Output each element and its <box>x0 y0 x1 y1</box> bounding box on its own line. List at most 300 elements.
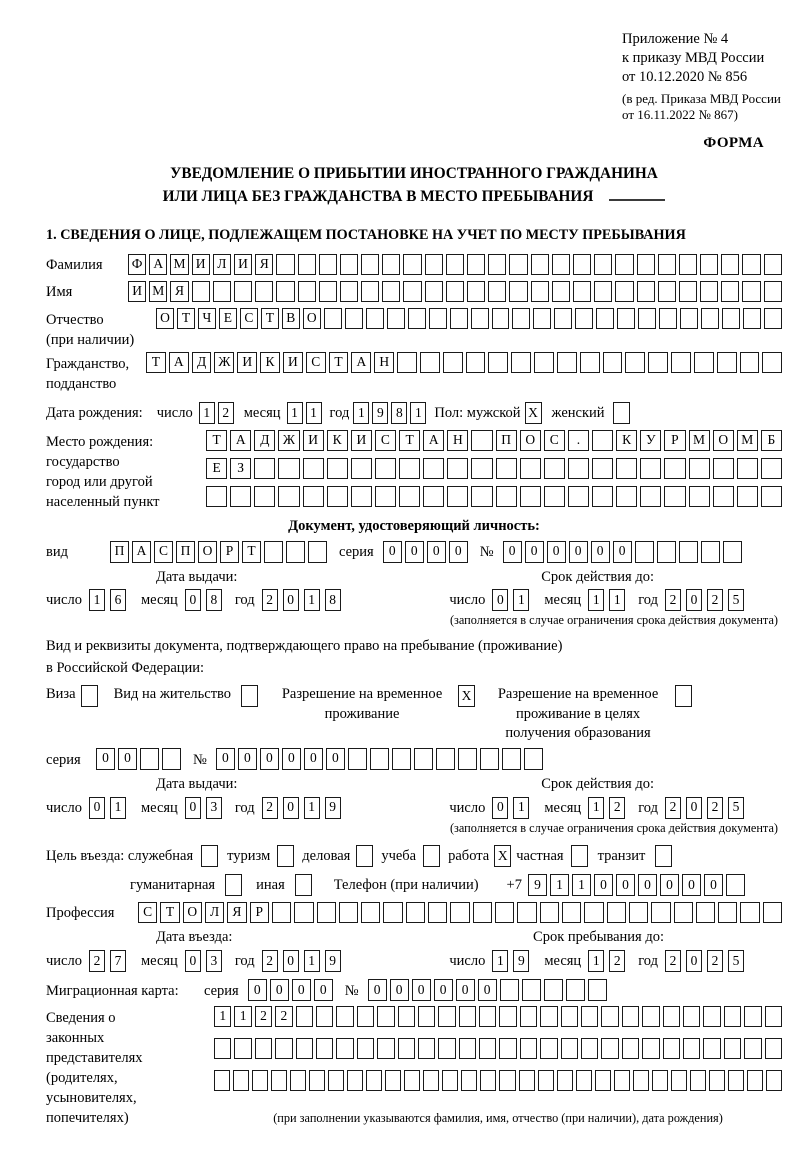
form-cell[interactable] <box>568 486 589 507</box>
form-cell[interactable] <box>663 1038 680 1059</box>
form-cell[interactable]: 1 <box>550 874 569 896</box>
form-cell[interactable] <box>519 1070 535 1091</box>
form-cell[interactable]: 1 <box>492 950 508 972</box>
form-cell[interactable]: 1 <box>410 402 426 424</box>
form-cell[interactable] <box>414 748 433 770</box>
form-cell[interactable]: 1 <box>353 402 369 424</box>
form-cell[interactable] <box>295 874 312 896</box>
form-cell[interactable]: 9 <box>325 950 341 972</box>
form-cell[interactable]: О <box>156 308 174 329</box>
form-cell[interactable]: П <box>496 430 517 451</box>
form-cell[interactable] <box>765 1006 782 1027</box>
form-cell[interactable]: 2 <box>707 797 723 819</box>
form-cell[interactable] <box>192 281 210 302</box>
form-cell[interactable] <box>298 254 316 275</box>
form-cell[interactable] <box>544 458 565 479</box>
form-cell[interactable] <box>418 1006 435 1027</box>
form-cell[interactable]: А <box>149 254 167 275</box>
form-cell[interactable]: С <box>154 541 173 563</box>
form-cell[interactable] <box>443 352 463 373</box>
form-cell[interactable] <box>308 541 327 563</box>
form-cell[interactable] <box>765 1038 782 1059</box>
form-cell[interactable]: Ж <box>278 430 299 451</box>
form-cell[interactable]: 0 <box>96 748 115 770</box>
form-cell[interactable] <box>679 254 697 275</box>
form-cell[interactable] <box>361 254 379 275</box>
form-cell[interactable]: 0 <box>686 797 702 819</box>
form-cell[interactable]: 0 <box>569 541 588 563</box>
form-cell[interactable] <box>629 902 648 923</box>
form-cell[interactable] <box>637 281 655 302</box>
form-cell[interactable] <box>276 281 294 302</box>
form-cell[interactable] <box>573 281 591 302</box>
form-cell[interactable]: С <box>306 352 326 373</box>
form-cell[interactable]: 5 <box>728 589 744 611</box>
form-cell[interactable]: А <box>230 430 251 451</box>
form-cell[interactable]: 0 <box>456 979 475 1001</box>
form-cell[interactable] <box>601 1006 618 1027</box>
form-cell[interactable]: О <box>198 541 217 563</box>
form-cell[interactable]: 0 <box>118 748 137 770</box>
form-cell[interactable]: 0 <box>492 589 508 611</box>
form-cell[interactable] <box>601 1038 618 1059</box>
form-cell[interactable] <box>762 352 782 373</box>
form-cell[interactable] <box>408 308 426 329</box>
form-cell[interactable]: 2 <box>665 589 681 611</box>
form-cell[interactable]: С <box>375 430 396 451</box>
form-cell[interactable] <box>701 541 720 563</box>
form-cell[interactable] <box>425 254 443 275</box>
form-cell[interactable]: 0 <box>390 979 409 1001</box>
form-cell[interactable]: 2 <box>609 797 625 819</box>
form-cell[interactable] <box>658 281 676 302</box>
form-cell[interactable]: 9 <box>528 874 547 896</box>
form-cell[interactable]: 0 <box>660 874 679 896</box>
form-cell[interactable]: 1 <box>572 874 591 896</box>
form-cell[interactable]: П <box>110 541 129 563</box>
form-cell[interactable]: 0 <box>314 979 333 1001</box>
form-cell[interactable]: 0 <box>478 979 497 1001</box>
form-cell[interactable] <box>557 352 577 373</box>
form-cell[interactable] <box>721 281 739 302</box>
form-cell[interactable] <box>571 845 588 867</box>
form-cell[interactable] <box>458 748 477 770</box>
form-cell[interactable]: 0 <box>503 541 522 563</box>
form-cell[interactable] <box>201 845 218 867</box>
form-cell[interactable] <box>357 1038 374 1059</box>
form-cell[interactable] <box>562 902 581 923</box>
form-cell[interactable] <box>625 352 645 373</box>
form-cell[interactable]: 2 <box>707 589 723 611</box>
form-cell[interactable] <box>700 254 718 275</box>
form-cell[interactable] <box>446 281 464 302</box>
form-cell[interactable] <box>703 1006 720 1027</box>
form-cell[interactable] <box>264 541 283 563</box>
form-cell[interactable] <box>447 486 468 507</box>
form-cell[interactable]: Т <box>146 352 166 373</box>
form-cell[interactable] <box>658 254 676 275</box>
form-cell[interactable] <box>580 352 600 373</box>
form-cell[interactable] <box>737 486 758 507</box>
form-cell[interactable]: 0 <box>216 748 235 770</box>
form-cell[interactable] <box>423 845 440 867</box>
form-cell[interactable] <box>592 486 613 507</box>
form-cell[interactable]: 0 <box>427 541 446 563</box>
form-cell[interactable] <box>568 458 589 479</box>
form-cell[interactable]: 0 <box>185 797 201 819</box>
form-cell[interactable] <box>664 486 685 507</box>
form-cell[interactable] <box>428 902 447 923</box>
form-cell[interactable]: 1 <box>304 797 320 819</box>
form-cell[interactable]: 6 <box>110 589 126 611</box>
form-cell[interactable] <box>540 1006 557 1027</box>
form-cell[interactable] <box>450 308 468 329</box>
form-cell[interactable]: 0 <box>492 797 508 819</box>
form-cell[interactable] <box>552 254 570 275</box>
form-cell[interactable]: Н <box>374 352 394 373</box>
form-cell[interactable]: 1 <box>199 402 215 424</box>
form-cell[interactable]: 0 <box>283 950 299 972</box>
form-cell[interactable] <box>277 845 294 867</box>
form-cell[interactable] <box>241 685 258 707</box>
form-cell[interactable] <box>467 281 485 302</box>
form-cell[interactable]: 0 <box>525 541 544 563</box>
form-cell[interactable] <box>588 979 607 1001</box>
form-cell[interactable] <box>356 845 373 867</box>
form-cell[interactable] <box>622 1006 639 1027</box>
form-cell[interactable]: С <box>240 308 258 329</box>
form-cell[interactable] <box>584 902 603 923</box>
form-cell[interactable]: 7 <box>110 950 126 972</box>
form-cell[interactable] <box>744 1038 761 1059</box>
form-cell[interactable] <box>534 352 554 373</box>
form-cell[interactable] <box>638 308 656 329</box>
form-cell[interactable]: 0 <box>326 748 345 770</box>
form-cell[interactable]: О <box>713 430 734 451</box>
form-cell[interactable]: 0 <box>682 874 701 896</box>
form-cell[interactable] <box>544 486 565 507</box>
form-cell[interactable] <box>403 281 421 302</box>
form-cell[interactable]: 0 <box>304 748 323 770</box>
form-cell[interactable]: 1 <box>588 589 604 611</box>
form-cell[interactable]: Р <box>220 541 239 563</box>
form-cell[interactable]: 8 <box>206 589 222 611</box>
form-cell[interactable] <box>366 308 384 329</box>
form-cell[interactable]: 1 <box>588 950 604 972</box>
form-cell[interactable] <box>375 458 396 479</box>
form-cell[interactable] <box>398 1006 415 1027</box>
form-cell[interactable] <box>450 902 469 923</box>
form-cell[interactable]: 0 <box>283 589 299 611</box>
form-cell[interactable] <box>615 281 633 302</box>
form-cell[interactable] <box>531 281 549 302</box>
form-cell[interactable] <box>747 1070 763 1091</box>
form-cell[interactable] <box>319 281 337 302</box>
form-cell[interactable] <box>271 1070 287 1091</box>
form-cell[interactable] <box>718 902 737 923</box>
form-cell[interactable]: И <box>237 352 257 373</box>
form-cell[interactable] <box>272 902 291 923</box>
form-cell[interactable] <box>509 281 527 302</box>
form-cell[interactable]: Т <box>160 902 179 923</box>
form-cell[interactable] <box>278 486 299 507</box>
form-cell[interactable]: 2 <box>609 950 625 972</box>
form-cell[interactable] <box>420 352 440 373</box>
form-cell[interactable] <box>467 254 485 275</box>
form-cell[interactable] <box>406 902 425 923</box>
form-cell[interactable]: 5 <box>728 797 744 819</box>
form-cell[interactable]: 3 <box>206 950 222 972</box>
form-cell[interactable] <box>679 541 698 563</box>
form-cell[interactable]: 9 <box>325 797 341 819</box>
form-cell[interactable]: 0 <box>594 874 613 896</box>
form-cell[interactable]: 0 <box>260 748 279 770</box>
form-cell[interactable]: 5 <box>728 950 744 972</box>
form-cell[interactable] <box>418 1038 435 1059</box>
form-cell[interactable]: 1 <box>304 950 320 972</box>
form-cell[interactable]: И <box>234 254 252 275</box>
form-cell[interactable] <box>316 1006 333 1027</box>
form-cell[interactable] <box>552 281 570 302</box>
form-cell[interactable] <box>423 1070 439 1091</box>
form-cell[interactable] <box>348 748 367 770</box>
form-cell[interactable]: 0 <box>434 979 453 1001</box>
form-cell[interactable] <box>689 486 710 507</box>
form-cell[interactable] <box>648 352 668 373</box>
form-cell[interactable] <box>480 1070 496 1091</box>
form-cell[interactable] <box>233 1070 249 1091</box>
form-cell[interactable] <box>689 458 710 479</box>
form-cell[interactable]: О <box>520 430 541 451</box>
form-cell[interactable]: Я <box>255 254 273 275</box>
form-cell[interactable] <box>554 308 572 329</box>
form-cell[interactable] <box>635 541 654 563</box>
form-cell[interactable] <box>595 1070 611 1091</box>
form-cell[interactable] <box>471 486 492 507</box>
form-cell[interactable] <box>675 685 692 707</box>
form-cell[interactable]: 1 <box>588 797 604 819</box>
form-cell[interactable] <box>370 748 389 770</box>
form-cell[interactable] <box>399 458 420 479</box>
form-cell[interactable] <box>446 254 464 275</box>
form-cell[interactable] <box>603 352 623 373</box>
form-cell[interactable] <box>290 1070 306 1091</box>
form-cell[interactable]: 2 <box>665 797 681 819</box>
form-cell[interactable]: 1 <box>287 402 303 424</box>
form-cell[interactable]: М <box>170 254 188 275</box>
form-cell[interactable] <box>520 1038 537 1059</box>
form-cell[interactable]: О <box>303 308 321 329</box>
form-cell[interactable] <box>459 1038 476 1059</box>
form-cell[interactable] <box>442 1070 458 1091</box>
form-cell[interactable] <box>696 902 715 923</box>
form-cell[interactable] <box>581 1006 598 1027</box>
form-cell[interactable]: 1 <box>214 1006 231 1027</box>
form-cell[interactable] <box>309 1070 325 1091</box>
form-cell[interactable]: 0 <box>292 979 311 1001</box>
form-cell[interactable] <box>509 254 527 275</box>
form-cell[interactable] <box>479 1006 496 1027</box>
form-cell[interactable] <box>276 254 294 275</box>
form-cell[interactable] <box>561 1038 578 1059</box>
form-cell[interactable]: 2 <box>218 402 234 424</box>
form-cell[interactable]: 0 <box>547 541 566 563</box>
form-cell[interactable] <box>721 254 739 275</box>
form-cell[interactable] <box>700 281 718 302</box>
form-cell[interactable]: 0 <box>449 541 468 563</box>
form-cell[interactable] <box>742 281 760 302</box>
form-cell[interactable] <box>404 1070 420 1091</box>
form-cell[interactable] <box>640 458 661 479</box>
form-cell[interactable] <box>296 1038 313 1059</box>
form-cell[interactable] <box>499 1038 516 1059</box>
form-cell[interactable] <box>397 352 417 373</box>
form-cell[interactable] <box>377 1006 394 1027</box>
form-cell[interactable] <box>351 486 372 507</box>
form-cell[interactable] <box>234 281 252 302</box>
form-cell[interactable]: Т <box>399 430 420 451</box>
form-cell[interactable] <box>538 1070 554 1091</box>
form-cell[interactable]: 0 <box>89 797 105 819</box>
form-cell[interactable] <box>480 748 499 770</box>
form-cell[interactable]: X <box>458 685 475 707</box>
form-cell[interactable]: 0 <box>704 874 723 896</box>
form-cell[interactable]: Е <box>206 458 227 479</box>
form-cell[interactable] <box>492 308 510 329</box>
form-cell[interactable]: 1 <box>304 589 320 611</box>
form-cell[interactable] <box>640 486 661 507</box>
form-cell[interactable]: Р <box>664 430 685 451</box>
form-cell[interactable] <box>764 254 782 275</box>
form-cell[interactable] <box>213 281 231 302</box>
form-cell[interactable] <box>663 1006 680 1027</box>
form-cell[interactable] <box>471 458 492 479</box>
form-cell[interactable]: М <box>149 281 167 302</box>
form-cell[interactable] <box>615 254 633 275</box>
form-cell[interactable] <box>659 308 677 329</box>
form-cell[interactable]: Н <box>447 430 468 451</box>
form-cell[interactable] <box>637 254 655 275</box>
form-cell[interactable] <box>387 308 405 329</box>
form-cell[interactable] <box>294 902 313 923</box>
form-cell[interactable]: Б <box>761 430 782 451</box>
form-cell[interactable] <box>327 486 348 507</box>
form-cell[interactable] <box>766 1070 782 1091</box>
form-cell[interactable] <box>499 1070 515 1091</box>
form-cell[interactable] <box>438 1038 455 1059</box>
form-cell[interactable] <box>230 486 251 507</box>
form-cell[interactable]: 2 <box>665 950 681 972</box>
form-cell[interactable] <box>385 1070 401 1091</box>
form-cell[interactable]: 1 <box>89 589 105 611</box>
form-cell[interactable] <box>722 308 740 329</box>
form-cell[interactable] <box>540 1038 557 1059</box>
form-cell[interactable] <box>573 254 591 275</box>
form-cell[interactable]: С <box>544 430 565 451</box>
form-cell[interactable] <box>438 1006 455 1027</box>
form-cell[interactable]: 0 <box>185 589 201 611</box>
form-cell[interactable]: 0 <box>412 979 431 1001</box>
form-cell[interactable] <box>488 352 508 373</box>
form-cell[interactable] <box>742 254 760 275</box>
form-cell[interactable]: 0 <box>616 874 635 896</box>
form-cell[interactable] <box>361 902 380 923</box>
form-cell[interactable]: И <box>192 254 210 275</box>
form-cell[interactable] <box>520 1006 537 1027</box>
form-cell[interactable] <box>206 486 227 507</box>
form-cell[interactable]: 2 <box>262 589 278 611</box>
form-cell[interactable]: Д <box>254 430 275 451</box>
form-cell[interactable]: Л <box>205 902 224 923</box>
form-cell[interactable] <box>517 902 536 923</box>
form-cell[interactable] <box>740 352 760 373</box>
form-cell[interactable] <box>744 1006 761 1027</box>
form-cell[interactable] <box>339 902 358 923</box>
form-cell[interactable]: Я <box>170 281 188 302</box>
form-cell[interactable] <box>328 1070 344 1091</box>
form-cell[interactable]: 1 <box>513 797 529 819</box>
form-cell[interactable] <box>671 1070 687 1091</box>
form-cell[interactable] <box>399 486 420 507</box>
form-cell[interactable]: А <box>423 430 444 451</box>
form-cell[interactable] <box>743 308 761 329</box>
form-cell[interactable] <box>324 308 342 329</box>
form-cell[interactable]: 0 <box>383 541 402 563</box>
form-cell[interactable] <box>278 458 299 479</box>
form-cell[interactable] <box>336 1038 353 1059</box>
form-cell[interactable]: 2 <box>275 1006 292 1027</box>
form-cell[interactable] <box>500 979 519 1001</box>
form-cell[interactable] <box>613 402 630 424</box>
form-cell[interactable] <box>316 1038 333 1059</box>
form-cell[interactable] <box>471 308 489 329</box>
form-cell[interactable] <box>616 458 637 479</box>
form-cell[interactable] <box>298 281 316 302</box>
form-cell[interactable] <box>594 281 612 302</box>
form-cell[interactable]: К <box>260 352 280 373</box>
form-cell[interactable] <box>296 1006 313 1027</box>
form-cell[interactable] <box>319 254 337 275</box>
form-cell[interactable]: Л <box>213 254 231 275</box>
form-cell[interactable]: М <box>689 430 710 451</box>
form-cell[interactable]: 0 <box>368 979 387 1001</box>
form-cell[interactable] <box>327 458 348 479</box>
form-cell[interactable]: А <box>132 541 151 563</box>
form-cell[interactable] <box>303 486 324 507</box>
form-cell[interactable] <box>540 902 559 923</box>
form-cell[interactable] <box>683 1006 700 1027</box>
form-cell[interactable]: Е <box>219 308 237 329</box>
form-cell[interactable] <box>383 902 402 923</box>
form-cell[interactable] <box>524 748 543 770</box>
form-cell[interactable]: X <box>494 845 511 867</box>
form-cell[interactable]: 0 <box>248 979 267 1001</box>
form-cell[interactable] <box>403 254 421 275</box>
form-cell[interactable]: Т <box>177 308 195 329</box>
form-cell[interactable] <box>690 1070 706 1091</box>
form-cell[interactable]: У <box>640 430 661 451</box>
form-cell[interactable] <box>140 748 159 770</box>
form-cell[interactable]: . <box>568 430 589 451</box>
form-cell[interactable] <box>724 1038 741 1059</box>
form-cell[interactable] <box>664 458 685 479</box>
form-cell[interactable] <box>674 902 693 923</box>
form-cell[interactable] <box>723 541 742 563</box>
form-cell[interactable] <box>694 352 714 373</box>
form-cell[interactable]: 2 <box>255 1006 272 1027</box>
form-cell[interactable]: И <box>351 430 372 451</box>
form-cell[interactable]: З <box>230 458 251 479</box>
